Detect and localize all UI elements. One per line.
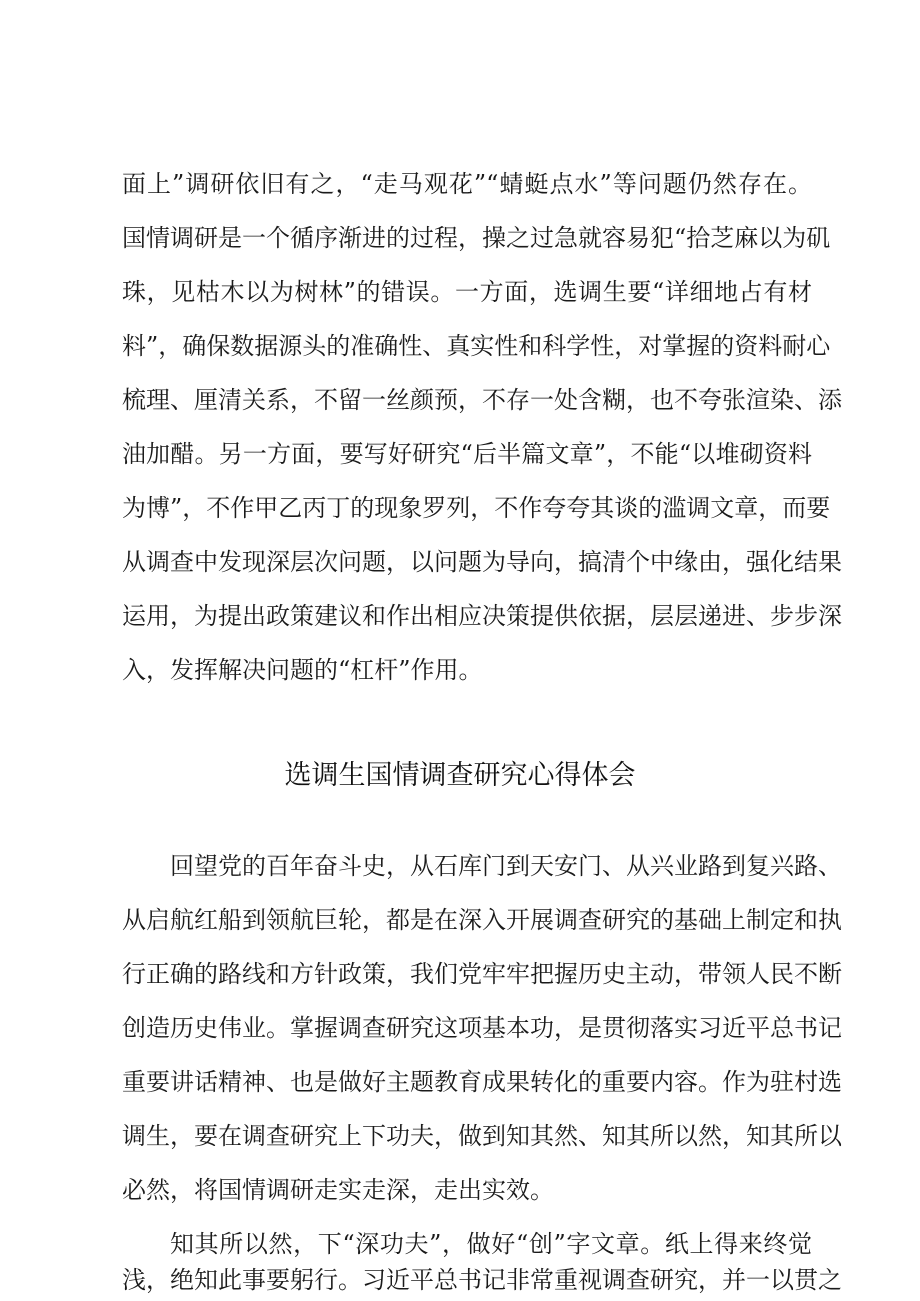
body-line: 油加醋。另一方面，要写好研究“后半篇文章”，不能“以堆砌资料 (122, 440, 812, 468)
body-line: 运用，为提出政策建议和作出相应决策提供依据，层层递进、步步深 (122, 602, 842, 630)
body-line-last: 入，发挥解决问题的“杠杆”作用。 (122, 656, 483, 684)
body-line: 珠，见枯木以为树林”的错误。一方面，选调生要“详细地占有材 (122, 278, 812, 306)
body-line-indent: 回望党的百年奋斗史，从石库门到天安门、从兴业路到复兴路、 (170, 852, 842, 880)
body-line: 重要讲话精神、也是做好主题教育成果转化的重要内容。作为驻村选 (122, 1068, 842, 1096)
body-line: 面上”调研依旧有之，“走马观花”“蜻蜓点水”等问题仍然存在。 (122, 170, 812, 198)
body-line: 行正确的路线和方针政策，我们党牢牢把握历史主动，带领人民不断 (122, 960, 842, 988)
body-line-last: 必然，将国情调研走实走深，走出实效。 (122, 1176, 554, 1204)
body-line: 浅，绝知此事要躬行。习近平总书记非常重视调查研究，并一以贯之 (122, 1266, 842, 1294)
body-line: 创造历史伟业。掌握调查研究这项基本功，是贯彻落实习近平总书记 (122, 1014, 842, 1042)
body-line: 料”，确保数据源头的准确性、真实性和科学性，对掌握的资料耐心 (122, 332, 831, 360)
body-line: 调生，要在调查研究上下功夫，做到知其然、知其所以然，知其所以 (122, 1122, 842, 1150)
body-line: 从启航红船到领航巨轮，都是在深入开展调查研究的基础上制定和执 (122, 906, 842, 934)
body-line: 梳理、厘清关系，不留一丝颜预，不存一处含糊，也不夸张渲染、添 (122, 386, 842, 414)
page-title: 选调生国情调查研究心得体会 (284, 760, 636, 791)
body-line: 国情调研是一个循序渐进的过程，操之过急就容易犯“拾芝麻以为矶 (122, 224, 831, 252)
body-line: 从调查中发现深层次问题，以问题为导向，搞清个中缘由，强化结果 (122, 548, 842, 576)
body-line-indent: 知其所以然，下“深功夫”，做好“创”字文章。纸上得来终觉 (170, 1230, 812, 1258)
body-line: 为博”，不作甲乙丙丁的现象罗列，不作夸夸其谈的滥调文章，而要 (122, 494, 831, 522)
